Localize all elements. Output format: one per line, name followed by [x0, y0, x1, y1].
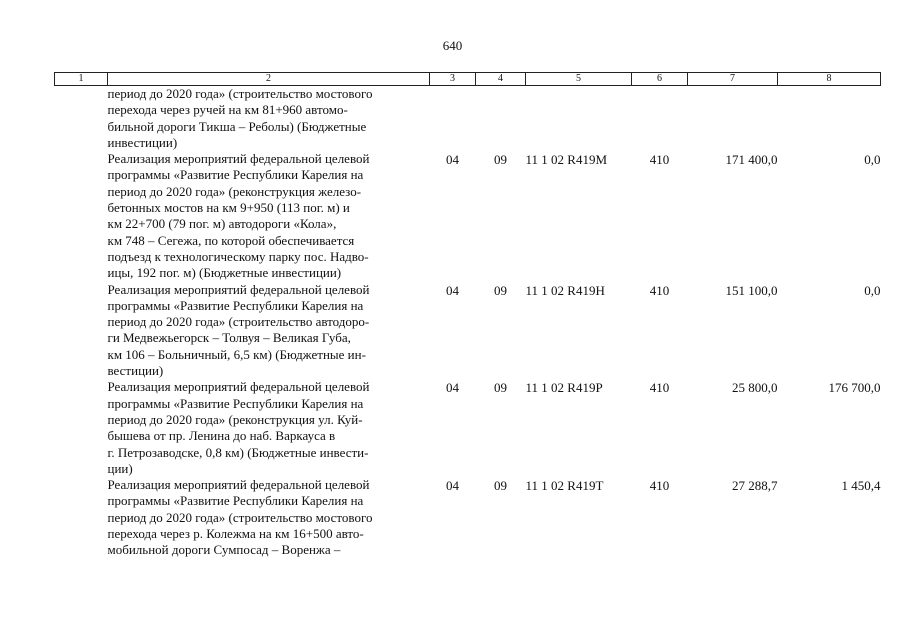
- row-number-cell: [55, 477, 108, 558]
- description-line: км 106 – Больничный, 6,5 км) (Бюджетные ин-: [107, 346, 366, 362]
- description-line: период до 2020 года» (реконструкция железо-: [107, 183, 362, 199]
- table-row: [55, 477, 881, 558]
- cell-amount-year-1: 151 100,0: [725, 282, 778, 298]
- cell-amount-year-1: 25 800,0: [732, 380, 778, 396]
- description-line: подъезд к технологическому парку пос. Надво-: [107, 248, 369, 264]
- cell-subsection: 09: [494, 380, 507, 396]
- page-number: 640: [442, 38, 463, 53]
- cell-subsection: 09: [494, 152, 507, 168]
- description-line: бышева от пр. Ленина до наб. Варкауса в: [107, 428, 336, 444]
- description-line: км 22+700 (79 пог. м) автодороги «Кола»,: [107, 216, 337, 232]
- description-line: км 748 – Сегежа, по которой обеспечивается: [107, 232, 355, 248]
- cell-amount-year-2: 0,0: [864, 152, 881, 168]
- header-col-4: 4: [476, 73, 526, 86]
- cell-amount-year-2: 176 700,0: [828, 380, 881, 396]
- cell-target-code: 11 1 02 R419T: [525, 478, 604, 494]
- description-line: Реализация мероприятий федеральной целевой: [107, 151, 370, 167]
- table-body: [55, 86, 881, 559]
- cell-target-code: 11 1 02 R419H: [525, 282, 605, 298]
- description-line: период до 2020 года» (строительство мостового: [107, 86, 373, 101]
- description-line: программы «Развитие Республики Карелия на: [107, 493, 364, 509]
- row-description: [108, 151, 430, 281]
- description-line: программы «Развитие Республики Карелия на: [107, 297, 364, 313]
- cell-subsection: 09: [494, 478, 507, 494]
- cell-section: 04: [446, 478, 459, 494]
- header-row: [55, 73, 881, 86]
- description-line: вестиции): [107, 363, 164, 379]
- description-line: программы «Развитие Республики Карелия на: [107, 167, 364, 183]
- row-description: [108, 282, 430, 380]
- header-col-6: 6: [632, 73, 688, 86]
- row-number-cell: [55, 151, 108, 281]
- table-row: [55, 151, 881, 281]
- budget-table: [54, 72, 881, 559]
- cell-amount-year-1: 171 400,0: [725, 152, 778, 168]
- table-row: [55, 379, 881, 477]
- cell-expense-type: 410: [649, 478, 670, 494]
- description-line: Реализация мероприятий федеральной целевой: [107, 281, 370, 297]
- description-line: г. Петрозаводске, 0,8 км) (Бюджетные инвести-: [107, 444, 369, 460]
- cell-section: 04: [446, 152, 459, 168]
- cell-target-code: 11 1 02 R419P: [525, 380, 603, 396]
- description-line: Реализация мероприятий федеральной целевой: [107, 477, 370, 493]
- cell-section: 04: [446, 380, 459, 396]
- description-line: период до 2020 года» (строительство мостового: [107, 509, 373, 525]
- cell-subsection: 09: [494, 282, 507, 298]
- description-line: ги Медвежьегорск – Толвуя – Великая Губа,: [107, 330, 351, 346]
- cell-target-code: 11 1 02 R419M: [525, 152, 607, 168]
- description-line: программы «Развитие Республики Карелия на: [107, 395, 364, 411]
- description-line: перехода через р. Колежма на км 16+500 авто-: [107, 526, 364, 542]
- cell-expense-type: 410: [649, 282, 670, 298]
- cell-amount-year-2: 0,0: [864, 282, 881, 298]
- description-line: ции): [107, 460, 133, 476]
- header-col-1: 1: [55, 73, 108, 86]
- table-row: [55, 282, 881, 380]
- description-line: ицы, 192 пог. м) (Бюджетные инвестиции): [107, 265, 342, 281]
- description-line: бильной дороги Тикша – Реболы) (Бюджетные: [107, 118, 367, 134]
- cell-expense-type: 410: [649, 380, 670, 396]
- continuation-row: [55, 86, 881, 152]
- cell-amount-year-2: 1 450,4: [841, 478, 881, 494]
- cell-section: 04: [446, 282, 459, 298]
- description-line: период до 2020 года» (реконструкция ул. Куй-: [107, 411, 363, 427]
- cell-expense-type: 410: [649, 152, 670, 168]
- description-line: инвестиции): [107, 134, 178, 150]
- row-description: [108, 379, 430, 477]
- header-col-3: 3: [430, 73, 476, 86]
- cell-amount-year-1: 27 288,7: [732, 478, 778, 494]
- header-col-5: 5: [526, 73, 632, 86]
- header-col-8: 8: [778, 73, 881, 86]
- row-number-cell: [55, 282, 108, 380]
- description-line: период до 2020 года» (строительство автодоро-: [107, 314, 370, 330]
- header-col-2: 2: [108, 73, 430, 86]
- description-line: мобильной дороги Сумпосад – Воренжа –: [107, 542, 341, 558]
- row-number-cell: [55, 379, 108, 477]
- description-line: перехода через ручей на км 81+960 автомо-: [107, 102, 348, 118]
- description-line: бетонных мостов на км 9+950 (113 пог. м) и: [107, 200, 350, 216]
- continuation-description: [108, 86, 430, 152]
- description-line: Реализация мероприятий федеральной целевой: [107, 379, 370, 395]
- row-description: [108, 477, 430, 558]
- header-col-7: 7: [688, 73, 778, 86]
